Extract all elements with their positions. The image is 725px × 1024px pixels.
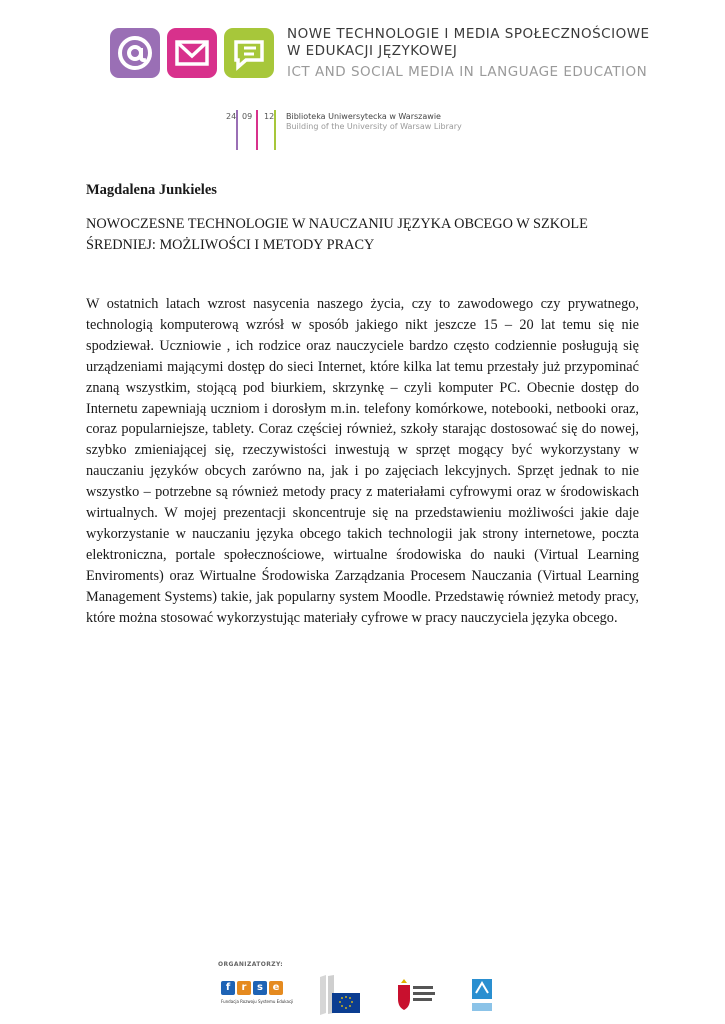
organizers-label: ORGANIZATORZY:: [218, 961, 284, 968]
date-divider-purple: [236, 110, 238, 150]
venue-pl: Biblioteka Uniwersytecka w Warszawie: [286, 112, 441, 121]
venue-en: Building of the University of Warsaw Library: [286, 122, 462, 131]
frse-letter-r: r: [237, 981, 251, 995]
date-day: 24: [226, 112, 237, 121]
abstract-body: W ostatnich latach wzrost nasycenia naszego życia, czy to zawodowego czy prywatnego, technologią komputerową wzrósł w sposób jakiego nikt jeszcze 15 – 20 lat temu się nie spodziewał. Uczniowie , ich rodzice oraz nauczyciele bardzo często codziennie posługują się urządzeniami mającymi dostęp do sieci Internet, które kilka lat temu przestały już przypominać znaną wszystkim, stojącą pod biurkiem, skrzynkę – czyli komputer PC. Obecnie dostęp do Internetu zapewniają uczniom i dorosłym m.in. telefony komórkowe, notebooki, netbooki oraz, coraz popularniejsze, tablety. Coraz częściej również, szkoły starając dostosować się do nowej, szybko zmieniającej się, rzeczywistości inwestują w sprzęt mogący być wykorzystany w nauczaniu języków obcych zarówno na, jak i po zajęciach lekcyjnych. Sprzęt jednak to nie wszystko – potrzebne są również metody pracy z materiałami cyfrowymi oraz w środowiskach wirtualnych. W mojej prezentacji skoncentruje się na przedstawieniu możliwości jakie daje wykorzystanie w nauczaniu języka obcego takich technologii jak strony internetowe, poczta elektroniczna, portale społecznościowe, wirtualne środowiska do nauki (Virtual Learning Enviroments) oraz Wirtualne Środowiska Zarządzania Procesem Nauczania (Virtual Learning Management Systems) takie, jak popularny system Moodle. Przedstawię również metody pracy, które można stosować wykorzystując materiały cyfrowe w pracy nauczyciela języka obcego.: [86, 296, 639, 626]
frse-caption: Fundacja Rozwoju Systemu Edukacji: [221, 999, 294, 1004]
eunic-logo: [470, 977, 494, 1017]
conference-title-en: ICT AND SOCIAL MEDIA IN LANGUAGE EDUCATION: [287, 64, 648, 80]
at-sign-icon: [110, 28, 160, 78]
document-title: NOWOCZESNE TECHNOLOGIE W NAUCZANIU JĘZYKA OBCEGO W SZKOLE ŚREDNIEJ: MOŻLIWOŚCI I METODY PRACY: [86, 216, 588, 253]
speech-bubble-icon: [224, 28, 274, 78]
frse-letter-e: e: [269, 981, 283, 995]
eu-flag-logo: [316, 973, 366, 1019]
frse-letter-s: s: [253, 981, 267, 995]
frse-letter-f: f: [221, 981, 235, 995]
date-month: 09: [242, 112, 253, 121]
conference-title-pl-line1: NOWE TECHNOLOGIE I MEDIA SPOŁECZNOŚCIOWE: [287, 26, 650, 42]
envelope-icon: [167, 28, 217, 78]
frse-logo: [221, 979, 294, 1019]
warsaw-crest-logo: [396, 977, 446, 1017]
date-divider-pink: [256, 110, 258, 150]
organizers-footer: [0, 955, 725, 1024]
author-name: Magdalena Junkieles: [86, 182, 217, 198]
date-divider-green: [274, 110, 276, 150]
conference-header: [0, 0, 725, 160]
conference-title-pl-line2: W EDUKACJI JĘZYKOWEJ: [287, 43, 458, 59]
date-year: 12: [264, 112, 275, 121]
